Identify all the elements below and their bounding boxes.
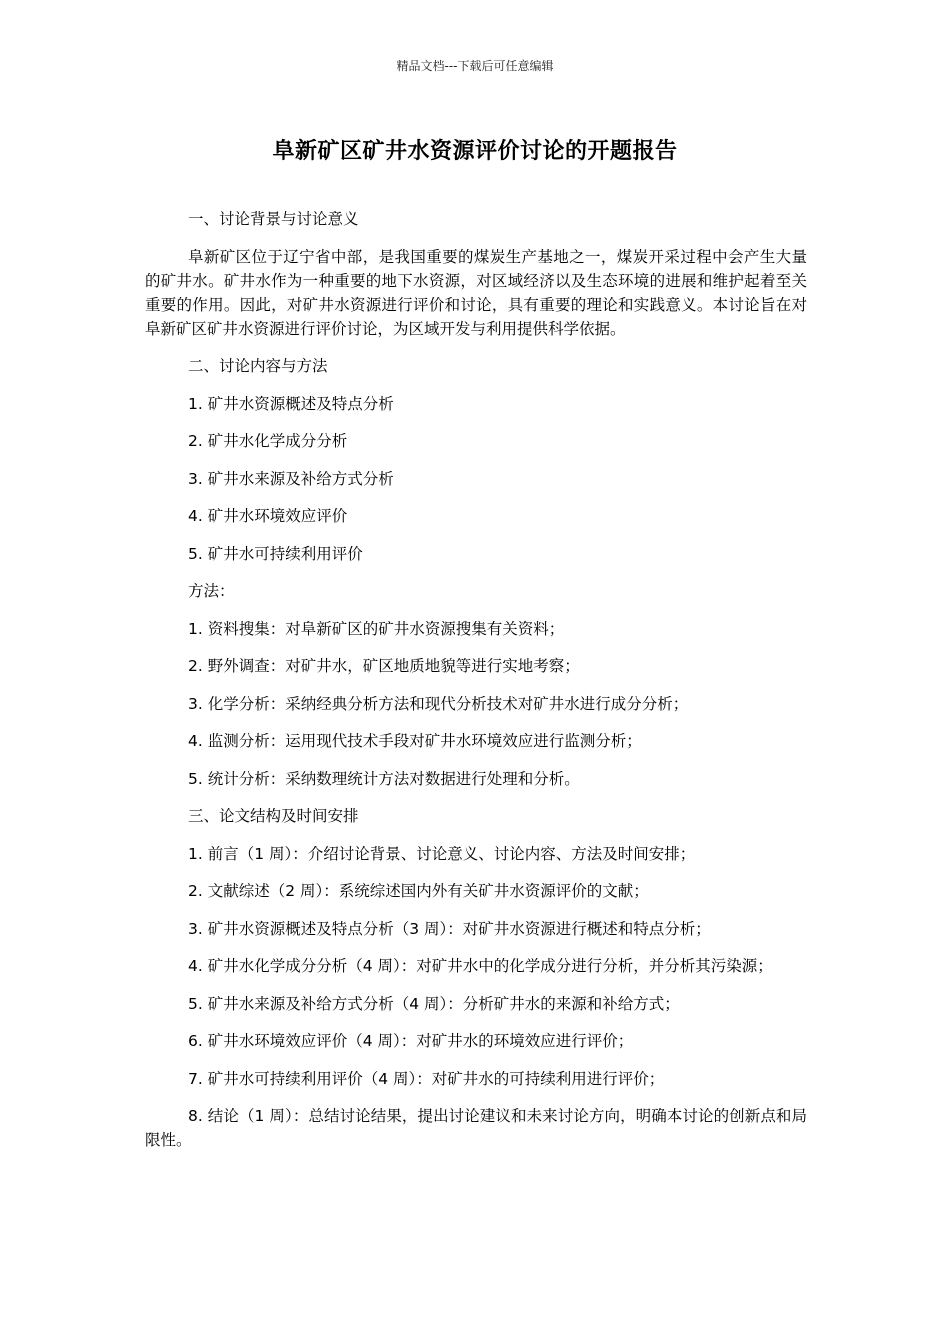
list-item-schedule-5: 5. 矿井水来源及补给方式分析（4 周）：分析矿井水的来源和补给方式； <box>188 994 680 1013</box>
paragraph-background: 阜新矿区位于辽宁省中部，是我国重要的煤炭生产基地之一，煤炭开采过程中会产生大量的矿井水。矿井水作为一种重要的地下水资源，对区域经济以及生态环境的进展和维护起着至关重要的作用。因此，对矿井水资源进行评价和讨论，具有重要的理论和实践意义。本讨论旨在对阜新矿区矿井水资源进行评价讨论，为区域开发与利用提供科学依据。 <box>145 247 807 338</box>
list-item-content-3: 3. 矿井水来源及补给方式分析 <box>188 469 394 488</box>
list-item-method-2: 2. 野外调查：对矿井水，矿区地质地貌等进行实地考察； <box>188 657 580 675</box>
section-heading-structure: 三、论文结构及时间安排 <box>188 807 359 825</box>
list-item-schedule-3: 3. 矿井水资源概述及特点分析（3 周）：对矿井水资源进行概述和特点分析； <box>188 919 711 938</box>
list-item-content-2: 2. 矿井水化学成分分析 <box>188 432 348 450</box>
list-item-method-4: 4. 监测分析：运用现代技术手段对矿井水环境效应进行监测分析； <box>188 732 642 750</box>
list-item-content-5: 5. 矿井水可持续利用评价 <box>188 544 363 563</box>
list-item-schedule-6: 6. 矿井水环境效应评价（4 周）：对矿井水的环境效应进行评价； <box>188 1032 634 1050</box>
list-item-method-1: 1. 资料搜集：对阜新矿区的矿井水资源搜集有关资料； <box>188 619 565 638</box>
list-item-method-5: 5. 统计分析：采纳数理统计方法对数据进行处理和分析。 <box>188 769 580 788</box>
list-item-content-4: 4. 矿井水环境效应评价 <box>188 507 348 525</box>
document-body <box>145 207 807 1166</box>
list-item-method-3: 3. 化学分析：采纳经典分析方法和现代分析技术对矿井水进行成分分析； <box>188 694 689 713</box>
list-item-content-1: 1. 矿井水资源概述及特点分析 <box>188 394 394 413</box>
section-heading-background: 一、讨论背景与讨论意义 <box>188 210 359 228</box>
list-item-schedule-7: 7. 矿井水可持续利用评价（4 周）：对矿井水的可持续利用进行评价； <box>188 1069 665 1088</box>
document-title: 阜新矿区矿井水资源评价讨论的开题报告 <box>272 139 678 164</box>
section-heading-content-methods: 二、讨论内容与方法 <box>188 357 328 375</box>
list-item-schedule-4: 4. 矿井水化学成分分析（4 周）：对矿井水中的化学成分进行分析，并分析其污染源； <box>188 957 773 975</box>
methods-label: 方法： <box>188 582 235 600</box>
list-item-schedule-1: 1. 前言（1 周）：介绍讨论背景、讨论意义、讨论内容、方法及时间安排； <box>188 844 696 863</box>
list-item-schedule-2: 2. 文献综述（2 周）：系统综述国内外有关矿井水资源评价的文献； <box>188 882 649 900</box>
list-item-schedule-8: 8. 结论（1 周）：总结讨论结果，提出讨论建议和未来讨论方向，明确本讨论的创新点和局限性。 <box>145 1107 807 1149</box>
page-header: 精品文档---下载后可任意编辑 <box>396 59 554 73</box>
